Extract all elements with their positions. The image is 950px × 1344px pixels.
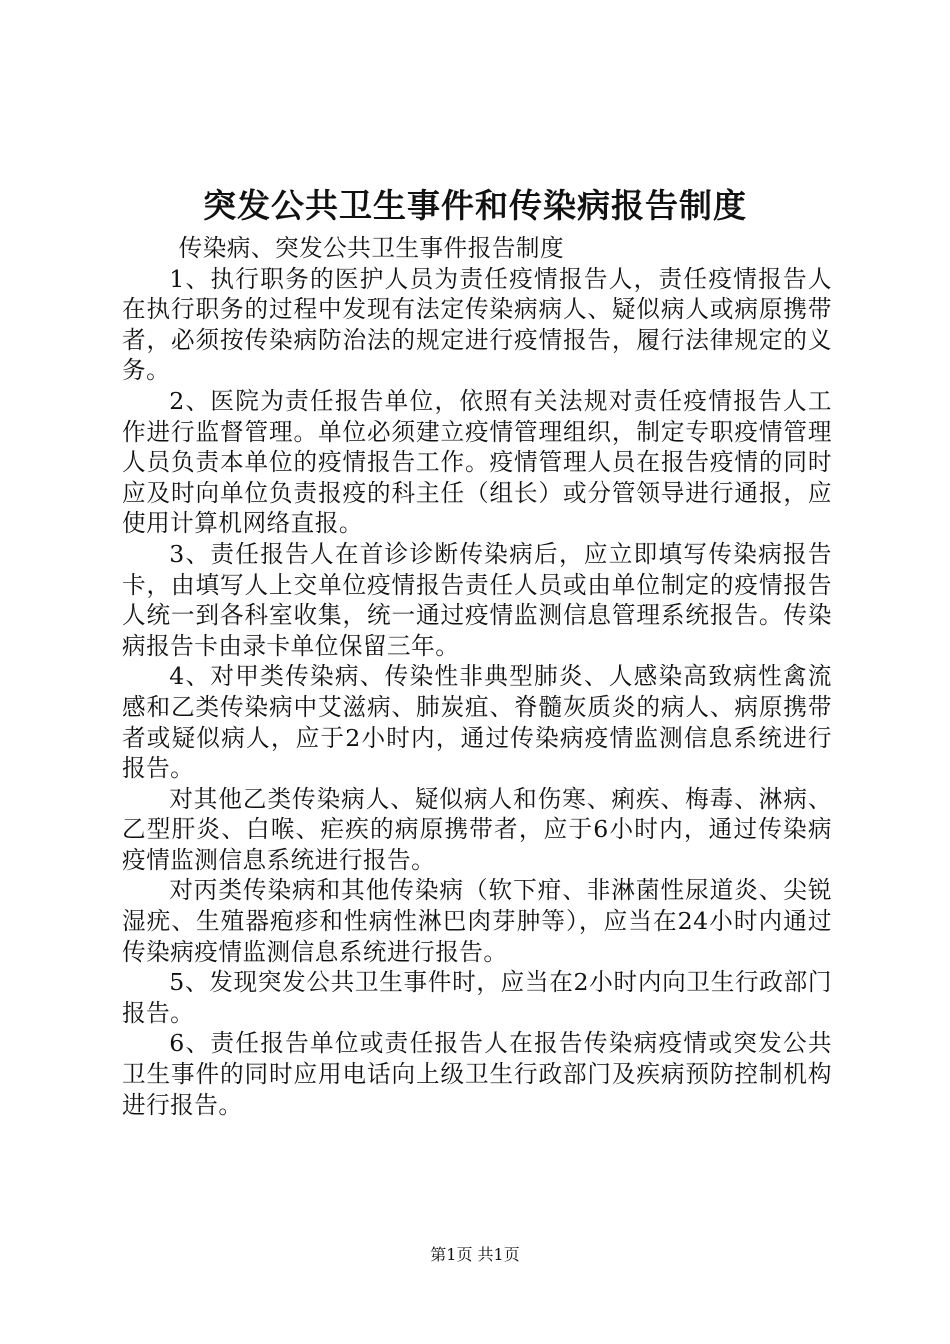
paragraph-6: 6、责任报告单位或责任报告人在报告传染病疫情或突发公共卫生事件的同时应用电话向上级卫生行政部门及疾病预防控制机构进行报告。 — [122, 1029, 832, 1119]
paragraph-1: 1、执行职务的医护人员为责任疫情报告人，责任疫情报告人在执行职务的过程中发现有法定传染病病人、疑似病人或病原携带者，必须按传染病防治法的规定进行疫情报告，履行法律规定的义务。 — [122, 264, 832, 385]
paragraph-5: 5、发现突发公共卫生事件时，应当在2小时内向卫生行政部门报告。 — [122, 968, 832, 1027]
document-body — [122, 233, 832, 1120]
paragraph-4b: 对丙类传染病和其他传染病（软下疳、非淋菌性尿道炎、尖锐湿疣、生殖器疱疹和性病性淋巴肉芽肿等），应当在24小时内通过传染病疫情监测信息系统进行报告。 — [122, 876, 832, 966]
document-title: 突发公共卫生事件和传染病报告制度 — [203, 186, 747, 225]
paragraph-4: 4、对甲类传染病、传染性非典型肺炎、人感染高致病性禽流感和乙类传染病中艾滋病、肺炭疽、脊髓灰质炎的病人、病原携带者或疑似病人，应于2小时内，通过传染病疫情监测信息系统进行报告。 — [122, 662, 832, 783]
document-subtitle: 传染病、突发公共卫生事件报告制度 — [178, 234, 565, 262]
paragraph-4a: 对其他乙类传染病人、疑似病人和伤寒、痢疾、梅毒、淋病、乙型肝炎、白喉、疟疾的病原携带者，应于6小时内，通过传染病疫情监测信息系统进行报告。 — [122, 784, 832, 874]
paragraph-2: 2、医院为责任报告单位，依照有关法规对责任疫情报告人工作进行监督管理。单位必须建立疫情管理组织，制定专职疫情管理人员负责本单位的疫情报告工作。疫情管理人员在报告疫情的同时应及时向单位负责报疫的科主任（组长）或分管领导进行通报，应使用计算机网络直报。 — [122, 386, 832, 538]
paragraph-3: 3、责任报告人在首诊诊断传染病后，应立即填写传染病报告卡，由填写人上交单位疫情报告责任人员或由单位制定的疫情报告人统一到各科室收集，统一通过疫情监测信息管理系统报告。传染病报告卡由录卡单位保留三年。 — [122, 539, 832, 660]
page-number-footer: 第1页 共1页 — [430, 1245, 520, 1264]
